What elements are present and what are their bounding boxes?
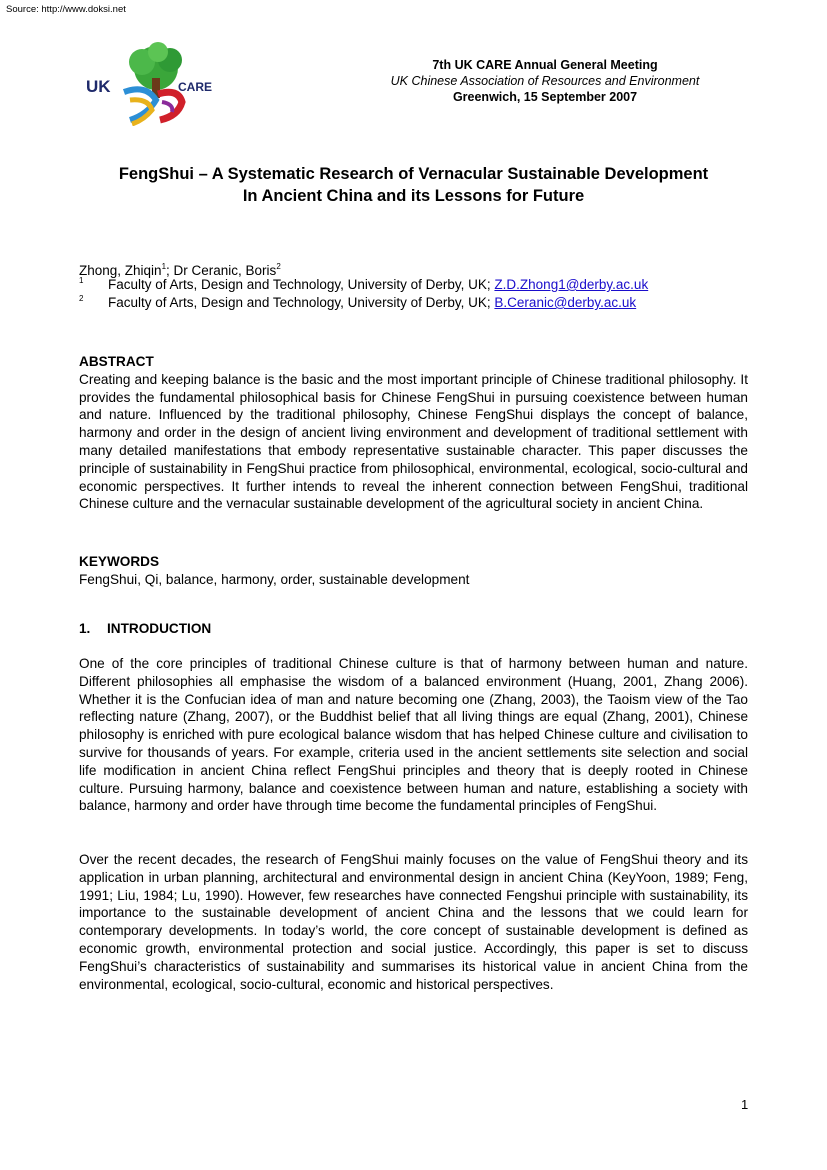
affiliation-1-number: 1 bbox=[79, 276, 84, 285]
keywords-heading: KEYWORDS bbox=[79, 554, 160, 569]
introduction-heading bbox=[79, 620, 748, 638]
source-url: Source: http://www.doksi.net bbox=[6, 4, 126, 15]
conference-meeting: 7th UK CARE Annual General Meeting bbox=[432, 58, 658, 72]
title-line-1: FengShui – A Systematic Research of Vernacular Sustainable Development bbox=[118, 165, 709, 183]
introduction-paragraph-2: Over the recent decades, the research of FengShui mainly focuses on the value of FengShui theory and its application in urban planning, architectural and environmental design in ancient China (KeyYoon, 1989; Feng, 1991; Liu, 1984; Lu, 1990). However, few researches have connected Fengshui principle with sustainability, its importance to the sustainable development of ancient China and the lessons that we could learn for contemporary developments. In today’s world, the core concept of sustainable development is defined as economic growth, environmental protection and social justice. Accordingly, this paper is set to discuss FengShui’s characteristics of sustainability and summarises its historical value in ancient China from the environmental, ecological, socio-cultural, economic and historical perspectives. bbox=[79, 852, 748, 992]
affiliation-1-text: Faculty of Arts, Design and Technology, University of Derby, UK; bbox=[108, 277, 495, 292]
abstract-heading: ABSTRACT bbox=[79, 354, 154, 369]
introduction-title: INTRODUCTION bbox=[107, 621, 212, 636]
logo-care-text: CARE bbox=[178, 80, 213, 94]
affiliation-1-email-link[interactable]: Z.D.Zhong1@derby.ac.uk bbox=[494, 277, 649, 292]
conference-association: UK Chinese Association of Resources and Environment bbox=[390, 74, 700, 88]
author-1-sup: 1 bbox=[161, 262, 167, 271]
affiliation-2-email-link[interactable]: B.Ceranic@derby.ac.uk bbox=[494, 295, 637, 310]
introduction-number: 1. bbox=[79, 621, 91, 636]
author-2: Dr Ceranic, Boris bbox=[173, 263, 277, 278]
author-1: Zhong, Zhiqin bbox=[79, 263, 162, 278]
abstract-section bbox=[79, 353, 748, 513]
abstract-text: Creating and keeping balance is the basic and the most important principle of Chinese traditional philosophy. It provides the fundamental philosophical basis for Chinese FengShui in pursuing coexistence between human and nature. Influenced by the traditional philosophy, Chinese FengShui displays the concept of balance, harmony and order in the design of ancient living environment and development of traditional settlement with many detailed manifestations that embody representative sustainable character. This paper discusses the principle of sustainability in FengShui practice from philosophical, environmental, ecological, socio-cultural and economic perspectives. It further intends to reveal the inherent connection between FengShui, traditional Chinese culture and the vernacular sustainable development of the agricultural society in ancient China. bbox=[79, 371, 748, 512]
author-2-sup: 2 bbox=[276, 262, 281, 271]
affiliation-2-text: Faculty of Arts, Design and Technology, University of Derby, UK; bbox=[108, 295, 495, 310]
uk-care-logo bbox=[86, 40, 220, 126]
conference-place-date: Greenwich, 15 September 2007 bbox=[452, 90, 638, 104]
paper-title bbox=[60, 163, 767, 207]
author-separator: ; bbox=[166, 263, 174, 278]
affiliation-2-number: 2 bbox=[79, 294, 84, 303]
introduction-paragraph-1: One of the core principles of traditional Chinese culture is that of harmony between human and nature. Different philosophies all emphasise the wisdom of a balanced environment (Huang, 2001, Zhang 2006). Whether it is the Confucian idea of man and nature becoming one (Zhang, 2003), the Taoism view of the Tao reflecting nature (Zhang, 2007), or the Buddhist belief that all living things are equal (Zhang, 2001), Chinese philosophy is enriched with pure ecological balance wisdom that has helped Chinese culture and civilisation to survive for thousands of years. For example, criteria used in the ancient settlements site selection and social life modification in ancient China reflect FengShui principles and theory that is deeply rooted in Chinese culture. Pursuing harmony, balance and coexistence between human and nature, establishing a society with balance, harmony and order have through time become the fundamental principles of FengShui. bbox=[79, 656, 748, 814]
keywords-section bbox=[79, 553, 748, 589]
title-line-2: In Ancient China and its Lessons for Future bbox=[242, 187, 585, 205]
conference-header bbox=[350, 57, 740, 105]
keywords-text: FengShui, Qi, balance, harmony, order, sustainable development bbox=[79, 571, 470, 587]
logo-uk-text: UK bbox=[86, 77, 111, 96]
page-number: 1 bbox=[741, 1097, 749, 1112]
